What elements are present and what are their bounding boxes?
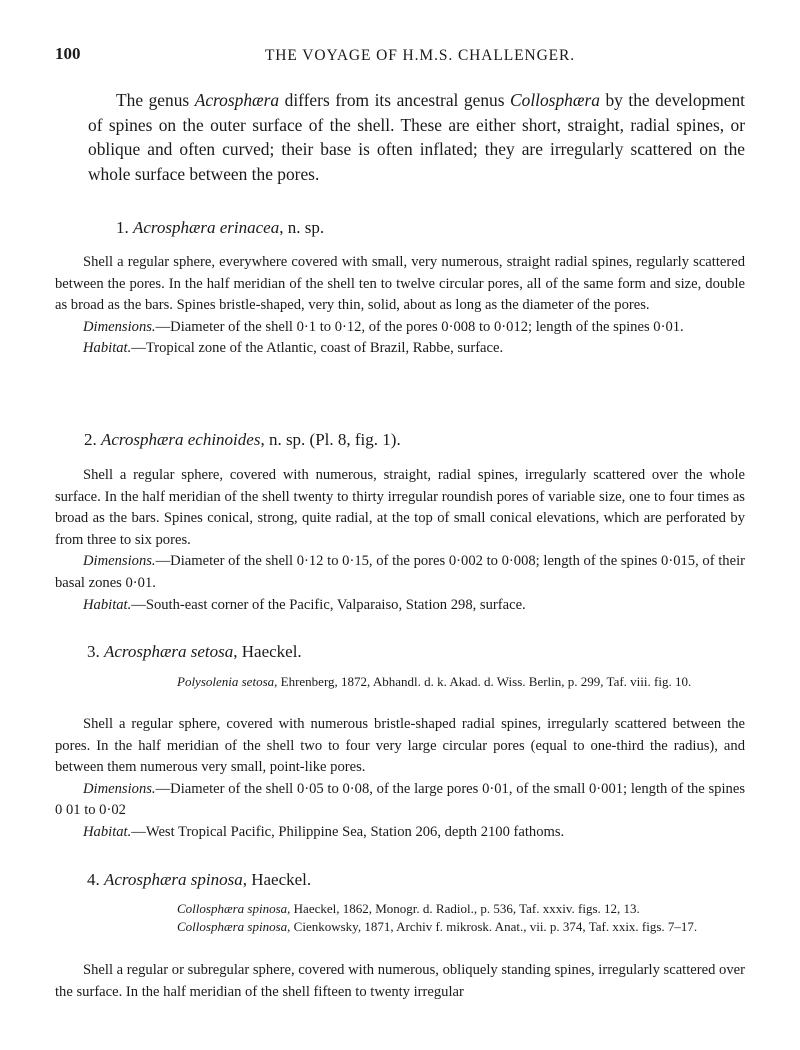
synonym-name: Collosphæra spinosa bbox=[177, 919, 288, 934]
species-3-heading bbox=[87, 642, 302, 662]
species-number: 2. bbox=[84, 430, 97, 449]
species-3-references bbox=[177, 673, 745, 691]
intro-text-3: by the development of spines on the outer surface of the shell. These are either short, straight, radial spines, or oblique and often curved; their base is often inflated; they are irregularly scattered on the whole surface between the pores. bbox=[88, 90, 745, 184]
genus-name: Acrosphæra bbox=[194, 90, 280, 110]
species-2-description: Shell a regular sphere, covered with numerous, straight, radial spines, irregularly scattered over the whole surface. In the half meridian of the shell twenty to thirty irregular roundish pores of variable size, one to four times as broad as the bars. Spines conical, strong, quite radial, at the top of small conical elevations, which are perforated by from three to six pores. bbox=[55, 467, 745, 548]
species-1-dimensions: —Diameter of the shell 0·1 to 0·12, of the pores 0·008 to 0·012; length of the spines 0·01. bbox=[155, 318, 684, 335]
species-name: Acrosphæra setosa bbox=[104, 642, 234, 661]
intro-paragraph bbox=[88, 88, 745, 186]
species-name: Acrosphæra spinosa bbox=[104, 870, 243, 889]
species-2-heading bbox=[84, 430, 401, 450]
dimensions-label: Dimensions. bbox=[83, 780, 156, 797]
running-title-text: THE VOYAGE OF H.M.S. CHALLENGER. bbox=[264, 47, 576, 64]
species-3-dimensions: —Diameter of the shell 0·05 to 0·08, of the large pores 0·01, of the small 0·001; length of the spines 0 01 to 0·02 bbox=[55, 780, 745, 819]
species-number: 1. bbox=[116, 218, 129, 237]
species-2-habitat: —South-east corner of the Pacific, Valparaiso, Station 298, surface. bbox=[131, 596, 526, 613]
species-authority: , Haeckel. bbox=[242, 870, 312, 889]
species-1-body bbox=[55, 252, 745, 360]
habitat-label: Habitat. bbox=[83, 340, 132, 357]
synonym-name: Collosphæra spinosa bbox=[177, 901, 288, 916]
species-4-body bbox=[55, 960, 745, 1003]
species-number: 3. bbox=[87, 642, 100, 661]
species-authority: , n. sp. bbox=[279, 218, 325, 237]
species-name: Acrosphæra echinoides bbox=[101, 430, 261, 449]
synonym-citation: , Ehrenberg, 1872, Abhandl. d. k. Akad. d. Wiss. Berlin, p. 299, Taf. viii. fig. 10. bbox=[274, 674, 692, 689]
species-3-description: Shell a regular sphere, covered with numerous bristle-shaped radial spines, irregularly scattered between the pores. In the half meridian of the shell two to four very large circular pores (equal to one-third the radius), and between them numerous very small, point-like pores. bbox=[55, 716, 745, 776]
species-3-habitat: —West Tropical Pacific, Philippine Sea, Station 206, depth 2100 fathoms. bbox=[131, 823, 565, 840]
species-name: Acrosphæra erinacea bbox=[133, 218, 280, 237]
species-1-habitat: —Tropical zone of the Atlantic, coast of Brazil, Rabbe, surface. bbox=[131, 340, 504, 357]
synonym-citation: , Haeckel, 1862, Monogr. d. Radiol., p. 536, Taf. xxxiv. figs. 12, 13. bbox=[287, 901, 640, 916]
intro-text-1: The genus bbox=[116, 90, 195, 110]
running-title bbox=[0, 47, 800, 65]
habitat-label: Habitat. bbox=[83, 596, 132, 613]
habitat-label: Habitat. bbox=[83, 823, 132, 840]
species-4-description: Shell a regular or subregular sphere, covered with numerous, obliquely standing spines, irregularly scattered over the surface. In the half meridian of the shell fifteen to twenty irregular bbox=[55, 962, 745, 1000]
synonym-name: Polysolenia setosa bbox=[177, 674, 275, 689]
dimensions-label: Dimensions. bbox=[83, 553, 156, 570]
species-number: 4. bbox=[87, 870, 100, 889]
synonym-citation: , Cienkowsky, 1871, Archiv f. mikrosk. Anat., vii. p. 374, Taf. xxix. figs. 7–17. bbox=[287, 919, 698, 934]
species-2-dimensions: —Diameter of the shell 0·12 to 0·15, of the pores 0·002 to 0·008; length of the spines 0·015, of their basal zones 0·01. bbox=[55, 553, 745, 591]
species-authority: , n. sp. (Pl. 8, fig. 1). bbox=[260, 430, 401, 449]
species-authority: , Haeckel. bbox=[233, 642, 302, 661]
page-number: 100 bbox=[55, 44, 81, 63]
species-2-body bbox=[55, 465, 745, 616]
species-1-description: Shell a regular sphere, everywhere covered with small, very numerous, straight radial spines, regularly scattered between the pores. In the half meridian of the shell ten to twelve circular pores, all of the same form and size, double as broad as the bars. Spines bristle-shaped, very thin, solid, about as long as the diameter of the pores. bbox=[55, 254, 745, 314]
species-3-body bbox=[55, 714, 745, 844]
species-4-references bbox=[177, 900, 745, 936]
ancestral-genus-name: Collosphæra bbox=[510, 90, 600, 110]
intro-text-2: differs from its ancestral genus bbox=[279, 90, 511, 110]
dimensions-label: Dimensions. bbox=[83, 318, 156, 335]
species-4-heading bbox=[87, 870, 311, 890]
species-1-heading bbox=[116, 218, 324, 238]
